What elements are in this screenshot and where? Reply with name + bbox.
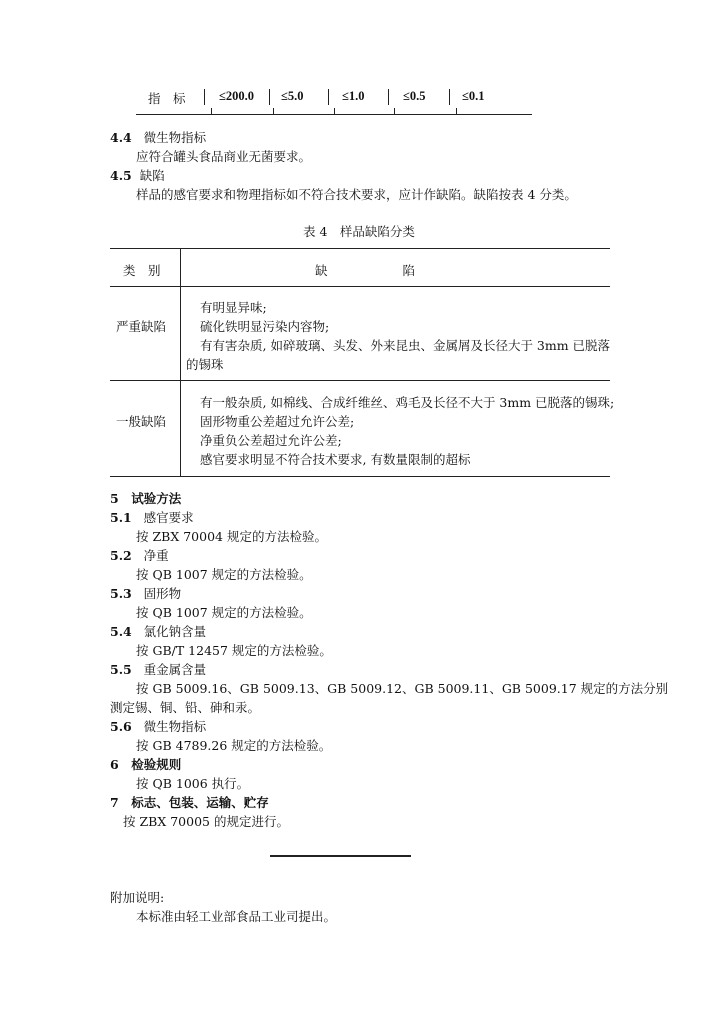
table-4-row-1-item-1: 有明显异味; <box>200 300 267 315</box>
table-4-bottom-rule <box>110 476 610 477</box>
section-5-6-heading <box>110 717 206 735</box>
table-4-row-1-category: 严重缺陷 <box>116 319 167 334</box>
section-5-3-body: 按 QB 1007 规定的方法检验。 <box>136 605 312 620</box>
indicator-divider <box>388 89 389 105</box>
section-title: 净重 <box>143 548 169 563</box>
indicator-divider <box>328 89 329 105</box>
section-5-heading: 5 试验方法 <box>110 491 182 506</box>
table-4-row-1-item-3-cont: 的锡珠 <box>186 357 224 372</box>
appendix-heading: 附加说明: <box>110 890 165 905</box>
section-number: 5.5 <box>110 662 132 677</box>
section-4-5-body: 样品的感官要求和物理指标如不符合技术要求，应计作缺陷。缺陷按表 4 分类。 <box>136 187 577 202</box>
section-5-5-body: 按 GB 5009.16、GB 5009.13、GB 5009.12、GB 5009.11、GB 5009.17 规定的方法分别 <box>136 681 669 696</box>
indicator-value-5: ≤0.1 <box>462 89 485 103</box>
table-4-row-2-item-4: 感官要求明显不符合技术要求, 有数量限制的超标 <box>200 452 471 467</box>
section-number: 4.4 <box>110 130 132 145</box>
table-4-row-2-item-3: 净重负公差超过允许公差; <box>200 433 342 448</box>
table-4-header-category: 类 别 <box>123 263 161 278</box>
table-4-header-defect: 缺 陷 <box>315 263 416 278</box>
section-number: 5.4 <box>110 624 132 639</box>
indicator-value-4: ≤0.5 <box>403 89 426 103</box>
section-title: 微生物指标 <box>143 719 207 734</box>
section-5-3-heading <box>110 584 181 602</box>
section-4-4-heading <box>110 128 206 146</box>
indicator-tick <box>211 108 212 114</box>
section-title: 感官要求 <box>143 510 194 525</box>
section-title: 微生物指标 <box>143 130 207 145</box>
section-number: 5.6 <box>110 719 132 734</box>
section-5-5-heading <box>110 660 206 678</box>
table-4-row-2-item-1: 有一般杂质, 如棉线、合成纤维丝、鸡毛及长径不大于 3mm 已脱落的锡珠; <box>200 395 615 410</box>
section-number: 5.1 <box>110 510 132 525</box>
section-7-heading: 7 标志、包装、运输、贮存 <box>110 795 269 810</box>
indicator-tick <box>456 108 457 114</box>
table-4-header-rule <box>110 286 610 287</box>
section-5-6-body: 按 GB 4789.26 规定的方法检验。 <box>136 738 332 753</box>
section-number: 5.3 <box>110 586 132 601</box>
section-title: 重金属含量 <box>143 662 207 677</box>
appendix-body: 本标准由轻工业部食品工业司提出。 <box>136 909 337 924</box>
section-5-2-body: 按 QB 1007 规定的方法检验。 <box>136 567 312 582</box>
section-5-2-heading <box>110 546 169 564</box>
section-6-body: 按 QB 1006 执行。 <box>136 776 250 791</box>
indicator-divider <box>204 89 205 105</box>
indicator-table-bottom-rule <box>136 114 532 115</box>
section-5-4-body: 按 GB/T 12457 规定的方法检验。 <box>136 643 332 658</box>
indicator-value-3: ≤1.0 <box>342 89 365 103</box>
section-title: 氯化钠含量 <box>143 624 207 639</box>
table-4-row-2-category: 一般缺陷 <box>116 414 167 429</box>
table-4-top-rule <box>110 248 610 249</box>
indicator-tick <box>394 108 395 114</box>
section-4-5-heading <box>110 166 165 184</box>
indicator-label: 指 标 <box>148 91 186 106</box>
section-6-heading: 6 检验规则 <box>110 757 182 772</box>
section-title: 固形物 <box>143 586 182 601</box>
section-number: 5.2 <box>110 548 132 563</box>
table-4-row-1-item-2: 硫化铁明显污染内容物; <box>200 319 330 334</box>
indicator-value-1: ≤200.0 <box>219 89 254 103</box>
table-4-row-2-item-2: 固形物重公差超过允许公差; <box>200 414 355 429</box>
table-4-row-1-item-3: 有有害杂质, 如碎玻璃、头发、外来昆虫、金属屑及长径大于 3mm 已脱落 <box>200 338 611 353</box>
indicator-tick <box>273 108 274 114</box>
indicator-value-2: ≤5.0 <box>281 89 304 103</box>
section-4-4-body: 应符合罐头食品商业无菌要求。 <box>136 149 312 164</box>
table-4-row-rule <box>110 380 610 381</box>
end-rule <box>270 855 411 857</box>
indicator-divider <box>269 89 270 105</box>
table-4-caption: 表 4 样品缺陷分类 <box>303 224 415 239</box>
section-5-1-body: 按 ZBX 70004 规定的方法检验。 <box>136 529 327 544</box>
indicator-tick <box>334 108 335 114</box>
section-7-body: 按 ZBX 70005 的规定进行。 <box>123 814 289 829</box>
table-4-column-divider <box>180 248 181 476</box>
section-title: 缺陷 <box>139 168 165 183</box>
section-number: 4.5 <box>110 168 132 183</box>
section-5-4-heading <box>110 622 206 640</box>
section-5-5-body-cont: 测定锡、铜、铅、砷和汞。 <box>110 700 261 715</box>
indicator-divider <box>449 89 450 105</box>
section-5-1-heading <box>110 508 194 526</box>
